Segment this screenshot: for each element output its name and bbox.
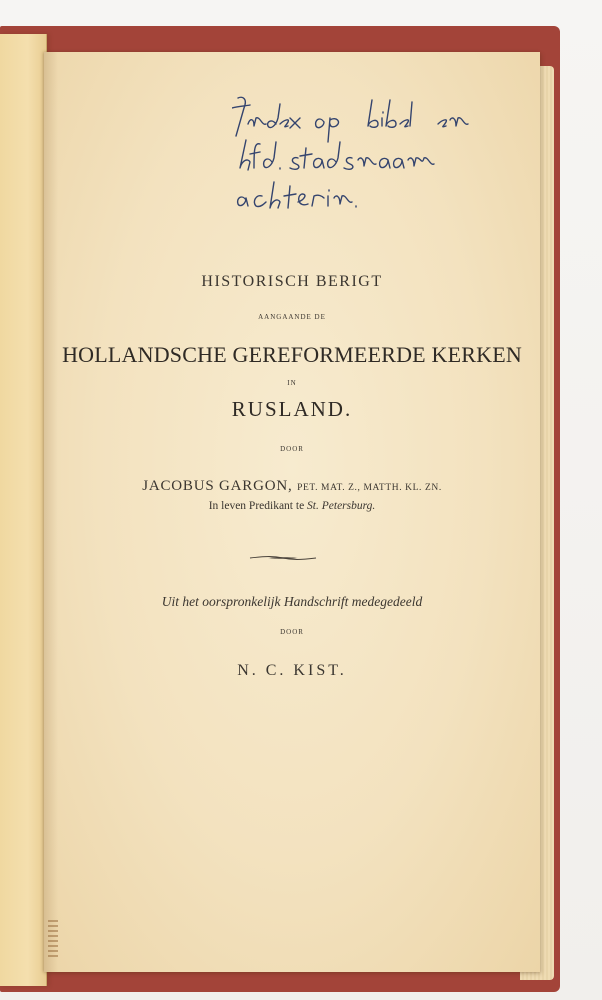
handwritten-note: [232, 96, 492, 212]
ornament-rule: [248, 549, 318, 557]
endpaper-flyleaf: [0, 34, 47, 986]
title-line-3: RUSLAND.: [231, 397, 353, 421]
title-in: IN: [287, 379, 297, 387]
title-line-1: HISTORISCH BERIGT: [201, 273, 383, 290]
source-note: Uit het oorspronkelijk Handschrift medegedeeld: [161, 594, 423, 609]
title-connector: AANGAANDE DE: [258, 313, 326, 321]
title-line-2: HOLLANDSCHE GEREFORMEERDE KERKEN: [62, 342, 522, 367]
editor-label: DOOR: [280, 628, 304, 636]
author-city: St. Petersburg.: [307, 500, 376, 512]
by-label: DOOR: [280, 445, 304, 453]
author-role-prefix: In leven Predikant te: [208, 500, 305, 512]
gutter-shadow: [44, 52, 58, 972]
binding-wear: [48, 920, 58, 960]
author-name: JACOBUS GARGON,: [142, 478, 293, 494]
author-patronymic: PET. MAT. Z., MATTH. KL. ZN.: [297, 483, 442, 493]
editor-name: N. C. KIST.: [237, 662, 347, 679]
author-role-line: [44, 500, 540, 512]
author-line: [44, 478, 540, 495]
